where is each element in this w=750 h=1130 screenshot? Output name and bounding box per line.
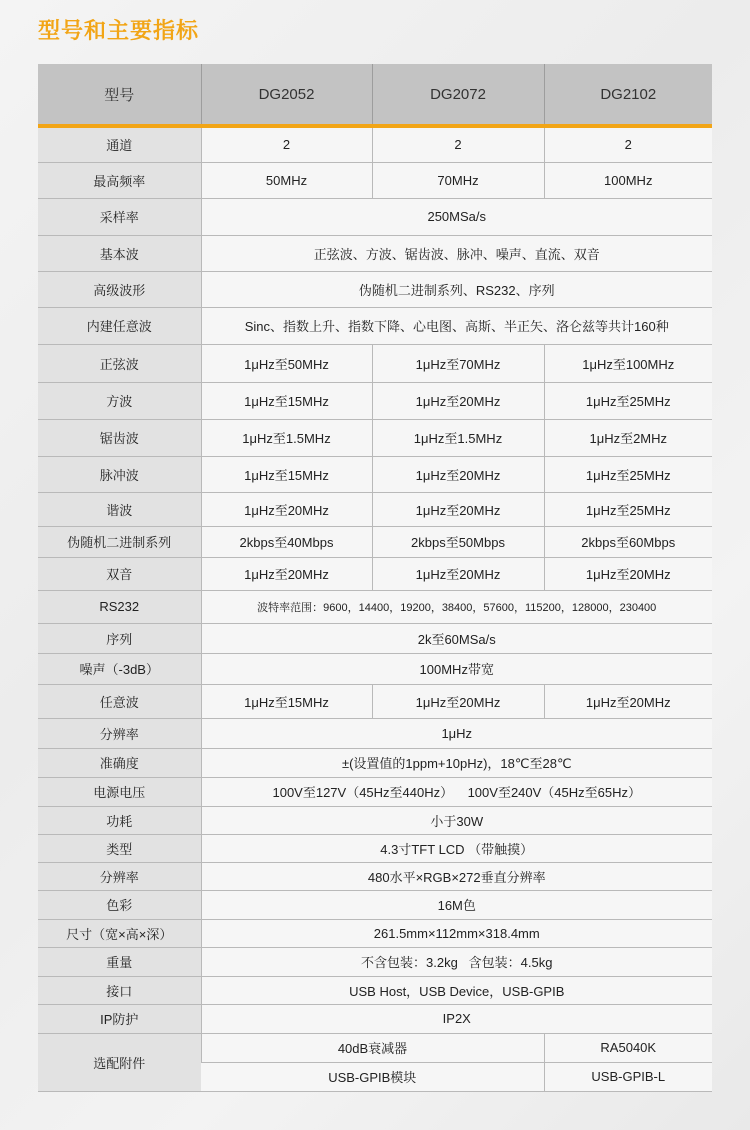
- cell-value: 1μHz至20MHz: [372, 382, 544, 419]
- table-row: [38, 557, 712, 590]
- cell-value: Sinc、指数上升、指数下降、心电图、高斯、半正矢、洛仑兹等共计160种: [201, 307, 712, 344]
- header-label: 型号: [38, 64, 201, 126]
- row-label: 电源电压: [38, 777, 201, 806]
- cell-value: ±(设置值的1ppm+10pHz)，18℃至28℃: [201, 748, 712, 777]
- table-row: [38, 382, 712, 419]
- table-header-row: [38, 64, 712, 126]
- cell-value: 1μHz至20MHz: [372, 456, 544, 492]
- table-row: [38, 834, 712, 862]
- cell-value: 波特率范围：9600，14400，19200，38400，57600，115200，128000，230400: [201, 590, 712, 623]
- row-label: 选配附件: [38, 1033, 201, 1091]
- table-row: [38, 748, 712, 777]
- row-label: 任意波: [38, 684, 201, 718]
- cell-value: 不含包装：3.2kg 含包装：4.5kg: [201, 947, 712, 976]
- cell-value: 1μHz至20MHz: [372, 684, 544, 718]
- cell-value: 16M色: [201, 890, 712, 919]
- cell-value: 100V至127V（45Hz至440Hz） 100V至240V（45Hz至65Hz）: [201, 777, 712, 806]
- row-label: 高级波形: [38, 271, 201, 307]
- table-row: [38, 344, 712, 382]
- cell-value: 2kbps至40Mbps: [201, 526, 372, 557]
- row-label: RS232: [38, 590, 201, 623]
- cell-value: 1μHz至100MHz: [544, 344, 712, 382]
- cell-value: 2kbps至60Mbps: [544, 526, 712, 557]
- row-label: 脉冲波: [38, 456, 201, 492]
- row-label: 采样率: [38, 198, 201, 235]
- table-row: [38, 590, 712, 623]
- cell-value: 1μHz至25MHz: [544, 382, 712, 419]
- cell-value: 1μHz至20MHz: [544, 557, 712, 590]
- row-label: IP防护: [38, 1004, 201, 1033]
- table-row: [38, 235, 712, 271]
- row-label: 色彩: [38, 890, 201, 919]
- table-row: [38, 456, 712, 492]
- row-label: 正弦波: [38, 344, 201, 382]
- table-row: [38, 947, 712, 976]
- cell-value: 1μHz至70MHz: [372, 344, 544, 382]
- table-row: [38, 162, 712, 198]
- cell-value: 100MHz带宽: [201, 653, 712, 684]
- row-label: 类型: [38, 834, 201, 862]
- table-row: [38, 862, 712, 890]
- table-row: [38, 126, 712, 162]
- spec-table: [38, 64, 712, 1092]
- cell-value: 1μHz至20MHz: [544, 684, 712, 718]
- cell-value: 1μHz至15MHz: [201, 456, 372, 492]
- table-row: [38, 777, 712, 806]
- cell-value: 2kbps至50Mbps: [372, 526, 544, 557]
- table-row: [38, 1004, 712, 1033]
- cell-value: 1μHz至20MHz: [372, 557, 544, 590]
- row-label: 噪声（-3dB）: [38, 653, 201, 684]
- cell-value: 1μHz至1.5MHz: [372, 419, 544, 456]
- table-row: [38, 198, 712, 235]
- cell-value: 1μHz至25MHz: [544, 456, 712, 492]
- cell-value: 70MHz: [372, 162, 544, 198]
- row-label: 双音: [38, 557, 201, 590]
- row-label: 分辨率: [38, 862, 201, 890]
- table-row: [38, 271, 712, 307]
- row-label: 通道: [38, 126, 201, 162]
- cell-value: 1μHz至15MHz: [201, 684, 372, 718]
- page-title: 型号和主要指标: [38, 18, 200, 43]
- header-model-dg2052: DG2052: [201, 64, 372, 126]
- cell-value: 1μHz至1.5MHz: [201, 419, 372, 456]
- cell-value: 1μHz至20MHz: [372, 492, 544, 526]
- cell-value: 正弦波、方波、锯齿波、脉冲、噪声、直流、双音: [201, 235, 712, 271]
- cell-value: 4.3寸TFT LCD （带触摸）: [201, 834, 712, 862]
- row-label: 最高频率: [38, 162, 201, 198]
- table-row: [38, 919, 712, 947]
- row-label: 尺寸（宽×高×深）: [38, 919, 201, 947]
- row-label: 分辨率: [38, 718, 201, 748]
- row-label: 锯齿波: [38, 419, 201, 456]
- cell-value: 1μHz至20MHz: [201, 492, 372, 526]
- table-row: [38, 684, 712, 718]
- row-label: 谐波: [38, 492, 201, 526]
- cell-value: 伪随机二进制系列、RS232、序列: [201, 271, 712, 307]
- cell-value: 1μHz至50MHz: [201, 344, 372, 382]
- table-row: [38, 1033, 712, 1062]
- header-model-dg2072: DG2072: [372, 64, 544, 126]
- row-label: 接口: [38, 976, 201, 1004]
- cell-value: 小于30W: [201, 806, 712, 834]
- cell-value: 2: [372, 126, 544, 162]
- option-part-number: USB-GPIB-L: [544, 1062, 712, 1091]
- table-row: [38, 653, 712, 684]
- row-label: 准确度: [38, 748, 201, 777]
- table-row: [38, 718, 712, 748]
- row-label: 功耗: [38, 806, 201, 834]
- cell-value: 480水平×RGB×272垂直分辨率: [201, 862, 712, 890]
- cell-value: 1μHz至20MHz: [201, 557, 372, 590]
- table-row: [38, 623, 712, 653]
- header-model-dg2102: DG2102: [544, 64, 712, 126]
- cell-value: 2k至60MSa/s: [201, 623, 712, 653]
- cell-value: USB Host，USB Device，USB-GPIB: [201, 976, 712, 1004]
- cell-value: 1μHz: [201, 718, 712, 748]
- row-label: 序列: [38, 623, 201, 653]
- table-row: [38, 419, 712, 456]
- row-label: 基本波: [38, 235, 201, 271]
- table-row: [38, 890, 712, 919]
- table-row: [38, 492, 712, 526]
- cell-value: 50MHz: [201, 162, 372, 198]
- cell-value: 2: [201, 126, 372, 162]
- row-label: 内建任意波: [38, 307, 201, 344]
- table-row: [38, 307, 712, 344]
- cell-value: 1μHz至15MHz: [201, 382, 372, 419]
- cell-value: 2: [544, 126, 712, 162]
- cell-value: IP2X: [201, 1004, 712, 1033]
- cell-value: 1μHz至25MHz: [544, 492, 712, 526]
- cell-value: 250MSa/s: [201, 198, 712, 235]
- row-label: 伪随机二进制系列: [38, 526, 201, 557]
- table-row: [38, 526, 712, 557]
- option-name: USB-GPIB模块: [201, 1062, 544, 1091]
- option-name: 40dB衰减器: [201, 1033, 544, 1062]
- row-label: 方波: [38, 382, 201, 419]
- table-row: [38, 806, 712, 834]
- cell-value: 100MHz: [544, 162, 712, 198]
- table-row: [38, 976, 712, 1004]
- option-part-number: RA5040K: [544, 1033, 712, 1062]
- row-label: 重量: [38, 947, 201, 976]
- cell-value: 1μHz至2MHz: [544, 419, 712, 456]
- cell-value: 261.5mm×112mm×318.4mm: [201, 919, 712, 947]
